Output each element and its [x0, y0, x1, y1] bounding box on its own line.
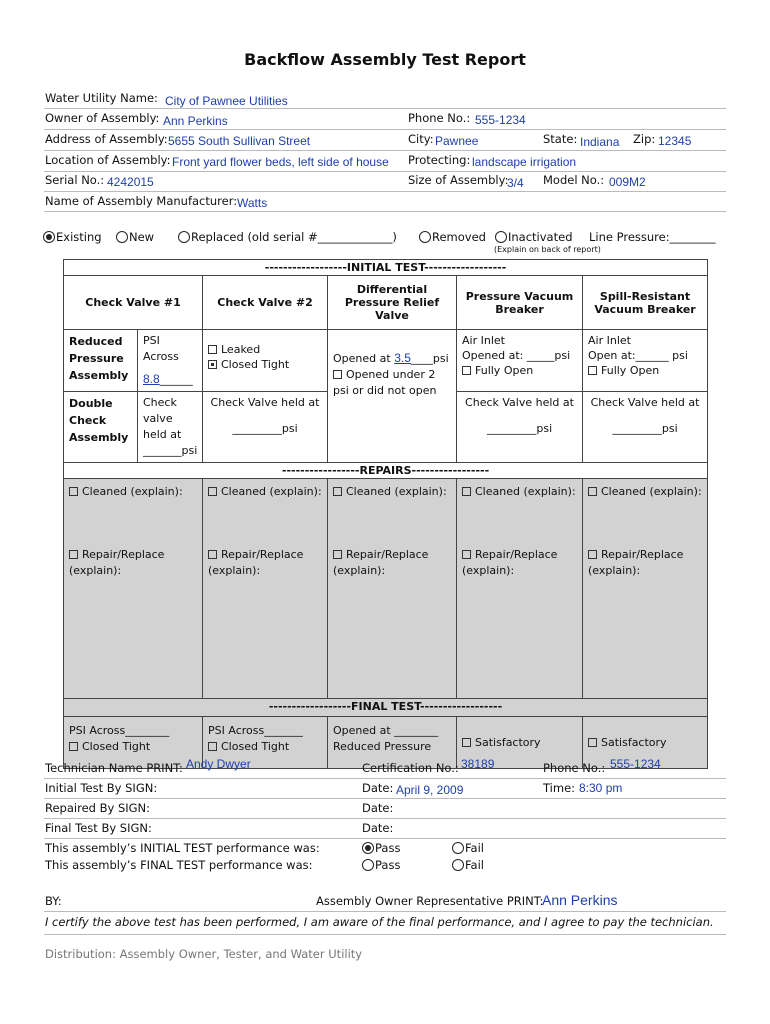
serial-label: Serial No.: [45, 173, 105, 187]
initial-sign-label: Initial Test By SIGN: [45, 781, 158, 795]
zip-label: Zip: [633, 132, 656, 146]
protecting-field[interactable]: landscape irrigation [472, 155, 577, 169]
owner-label: Owner of Assembly: [45, 111, 160, 125]
satisfactory-checkbox-2[interactable]: Satisfactory [588, 736, 702, 749]
date-label-3: Date: [362, 821, 394, 835]
checkbox-empty-icon [208, 345, 217, 354]
pvb-air-inlet-label: Air Inlet [462, 334, 505, 347]
initial-perf-label: This assembly’s INITIAL TEST performance was: [45, 841, 320, 855]
cleaned-checkbox-5[interactable]: Cleaned (explain): [588, 484, 702, 500]
rep-label: Assembly Owner Representative PRINT: [316, 894, 544, 908]
radio-off-icon [452, 859, 464, 871]
address-label: Address of Assembly: [45, 132, 168, 146]
page-title: Backflow Assembly Test Report [244, 50, 526, 69]
checkbox-empty-icon [462, 550, 471, 559]
header-svb: Spill-Resistant Vacuum Breaker [583, 276, 708, 330]
status-new[interactable]: New [116, 230, 154, 244]
tech-field[interactable]: Andy Dwyer [186, 757, 251, 771]
cleaned-checkbox-2[interactable]: Cleaned (explain): [208, 484, 322, 500]
checkbox-empty-icon [333, 370, 342, 379]
header-pvb: Pressure Vacuum Breaker [457, 276, 583, 330]
diff-opened-at-field[interactable]: 3.5 [394, 351, 411, 365]
leaked-checkbox[interactable]: Leaked [208, 342, 322, 357]
date-label-1: Date: [362, 781, 394, 795]
final-fail-radio[interactable]: Fail [452, 858, 484, 872]
water-utility-label: Water Utility Name: [45, 91, 158, 105]
final-closed-tight-1[interactable]: Closed Tight [69, 739, 197, 755]
initial-fail-radio[interactable]: Fail [452, 841, 484, 855]
final-opened-at[interactable]: Opened at ________ [333, 724, 439, 737]
time-field[interactable]: 8:30 pm [579, 781, 623, 795]
state-label: State: [543, 132, 578, 146]
test-grid: ------------------INITIAL TEST------------------ Check Valve #1 Check Valve #2 Differential Pressure Relief Valve Pressure Vacuum Breaker Spill-Resistant Vacuum Breaker Reduced Pressure Assembly PSI Across 8.8______ Leaked Closed Tight Opened at 3.5____psi Opened under 2 psi or did not open Air Inlet Opened at: _____psi Fully Open Air Inlet Open at:______ psi Fully Open Double Check Assembly Check valve held at _______psi Check Valve held at _________psi Check Valve held at _________psi Check Valve held at _________psi -----------------REPAIRS----------------- Cleaned (explain): Repair/Replace (explain): Cleaned (explain): Repair/Replace (explain): Cleaned (explain): Repair/Replace (explain): Cleaned (explain): Repair/Replace (explain): Cleaned (explain): Repair/Replace (explain): ------------------FINAL TEST------------------ PSI Across________ Closed Tight PSI Across_______ Closed Tight Opened at ________ Reduced Pressure Satisfactory Satisfactory [63, 259, 708, 769]
initial-pass-radio[interactable]: Pass [362, 841, 400, 855]
psi-across-label: PSI Across [143, 334, 179, 363]
manufacturer-label: Name of Assembly Manufacturer: [45, 194, 238, 208]
tech-phone-label: Phone No.: [543, 761, 606, 775]
cleaned-checkbox-1[interactable]: Cleaned (explain): [69, 484, 197, 500]
by-label: BY: [45, 894, 62, 908]
cert-field[interactable]: 38189 [461, 757, 495, 771]
pvb-held-field[interactable]: _________psi [486, 422, 553, 435]
cleaned-checkbox-3[interactable]: Cleaned (explain): [333, 484, 451, 500]
radio-off-icon [116, 231, 128, 243]
radio-off-icon [495, 231, 507, 243]
model-field[interactable]: 009M2 [609, 175, 646, 189]
repair-checkbox-4[interactable]: Repair/Replace [462, 547, 577, 563]
tech-phone-field[interactable]: 555-1234 [610, 757, 661, 771]
cv1-held-label: Check valve held at [143, 396, 182, 441]
status-inactivated[interactable]: Inactivated [495, 230, 573, 244]
cv1-held-field[interactable]: _______psi [143, 444, 198, 457]
zip-field[interactable]: 12345 [658, 134, 692, 148]
protecting-label: Protecting: [408, 153, 471, 167]
address-field[interactable]: 5655 South Sullivan Street [168, 134, 311, 148]
serial-field[interactable]: 4242015 [107, 175, 154, 189]
checkbox-empty-icon [462, 738, 471, 747]
location-field[interactable]: Front yard flower beds, left side of house [172, 155, 389, 169]
opened-under-checkbox[interactable]: Opened under 2 psi or did not open [333, 368, 437, 397]
checkbox-empty-icon [462, 487, 471, 496]
checkbox-empty-icon [69, 742, 78, 751]
city-field[interactable]: Pawnee [435, 134, 479, 148]
final-perf-label: This assembly’s FINAL TEST performance was: [45, 858, 313, 872]
certify-statement: I certify the above test has been performed, I am aware of the final performance, and I agree to pay the technician. [45, 915, 714, 929]
checkbox-empty-icon [588, 738, 597, 747]
checkbox-empty-icon [462, 366, 471, 375]
checkbox-empty-icon [588, 487, 597, 496]
header-differential: Differential Pressure Relief Valve [328, 276, 457, 330]
time-label: Time: [543, 781, 576, 795]
city-label: City: [408, 132, 434, 146]
checkbox-empty-icon [588, 550, 597, 559]
radio-on-icon [43, 231, 55, 243]
radio-off-icon [419, 231, 431, 243]
cleaned-checkbox-4[interactable]: Cleaned (explain): [462, 484, 577, 500]
checkbox-empty-icon [333, 487, 342, 496]
radio-off-icon [452, 842, 464, 854]
line-pressure-field[interactable]: Line Pressure:________ [589, 230, 716, 244]
satisfactory-checkbox-1[interactable]: Satisfactory [462, 736, 577, 749]
final-psi-across-1[interactable]: PSI Across________ [69, 724, 170, 737]
repairs-bar: -----------------REPAIRS----------------- [64, 463, 708, 479]
date-label-2: Date: [362, 801, 394, 815]
checkbox-empty-icon [208, 742, 217, 751]
final-reduced-pressure: Reduced Pressure [333, 740, 432, 753]
cv2-held-field[interactable]: _________psi [232, 422, 298, 435]
tech-label: Technician Name PRINT: [45, 761, 183, 775]
initial-test-bar: ------------------INITIAL TEST------------------ [64, 260, 708, 276]
header-check-valve-1: Check Valve #1 [64, 276, 203, 330]
repaired-sign-label: Repaired By SIGN: [45, 801, 151, 815]
repair-checkbox-5[interactable]: Repair/Replace [588, 547, 702, 563]
date-field-1[interactable]: April 9, 2009 [396, 783, 464, 797]
checkbox-checked-icon [208, 360, 217, 369]
rp-assembly-label: Reduced Pressure Assembly [64, 330, 138, 392]
cert-label: Certification No.: [362, 761, 459, 775]
final-psi-across-2[interactable]: PSI Across_______ [208, 724, 303, 737]
pvb-opened-at-field[interactable]: Opened at: _____psi [462, 349, 571, 362]
closed-tight-checkbox[interactable]: Closed Tight [208, 357, 322, 372]
radio-on-icon [362, 842, 374, 854]
radio-off-icon [178, 231, 190, 243]
checkbox-empty-icon [69, 487, 78, 496]
distribution-note: Distribution: Assembly Owner, Tester, and Water Utility [45, 947, 363, 961]
location-label: Location of Assembly: [45, 153, 171, 167]
final-closed-tight-2[interactable]: Closed Tight [208, 739, 322, 755]
cv2-held-label: Check Valve held at [210, 396, 320, 409]
final-pass-radio[interactable]: Pass [362, 858, 400, 872]
checkbox-empty-icon [208, 550, 217, 559]
state-field[interactable]: Indiana [580, 135, 620, 149]
checkbox-empty-icon [588, 366, 597, 375]
phone-field[interactable]: 555-1234 [475, 113, 526, 127]
radio-off-icon [362, 859, 374, 871]
svb-held-field[interactable]: _________psi [612, 422, 678, 435]
svb-opened-at-field[interactable]: Open at:______ psi [588, 349, 688, 362]
header-check-valve-2: Check Valve #2 [203, 276, 328, 330]
svb-air-inlet-label: Air Inlet [588, 334, 631, 347]
dc-assembly-label: Double Check Assembly [64, 392, 138, 463]
model-label: Model No.: [543, 173, 605, 187]
repair-checkbox-1[interactable]: Repair/Replace [69, 547, 197, 563]
phone-label: Phone No.: [408, 111, 471, 125]
size-field[interactable]: 3/4 [507, 176, 524, 190]
pvb-held-label: Check Valve held at [465, 396, 574, 409]
checkbox-empty-icon [333, 550, 342, 559]
checkbox-empty-icon [208, 487, 217, 496]
pvb-fully-open-checkbox[interactable]: Fully Open [462, 363, 577, 378]
size-label: Size of Assembly: [408, 173, 509, 187]
status-replaced[interactable]: Replaced (old serial #_____________) [178, 230, 397, 244]
rep-field[interactable]: Ann Perkins [542, 892, 618, 908]
owner-field[interactable]: Ann Perkins [163, 114, 228, 128]
status-existing[interactable]: Existing [43, 230, 102, 244]
final-sign-label: Final Test By SIGN: [45, 821, 152, 835]
explain-note: (Explain on back of report) [494, 245, 601, 254]
repair-checkbox-2[interactable]: Repair/Replace [208, 547, 322, 563]
checkbox-empty-icon [69, 550, 78, 559]
svb-fully-open-checkbox[interactable]: Fully Open [588, 363, 702, 378]
water-utility-field[interactable]: City of Pawnee Utilities [165, 94, 288, 108]
status-removed[interactable]: Removed [419, 230, 486, 244]
svb-held-label: Check Valve held at [590, 396, 700, 409]
final-test-bar: ------------------FINAL TEST------------------ [64, 699, 708, 717]
manufacturer-field[interactable]: Watts [237, 196, 268, 210]
psi-across-field[interactable]: 8.8 [143, 372, 160, 386]
repair-checkbox-3[interactable]: Repair/Replace [333, 547, 451, 563]
